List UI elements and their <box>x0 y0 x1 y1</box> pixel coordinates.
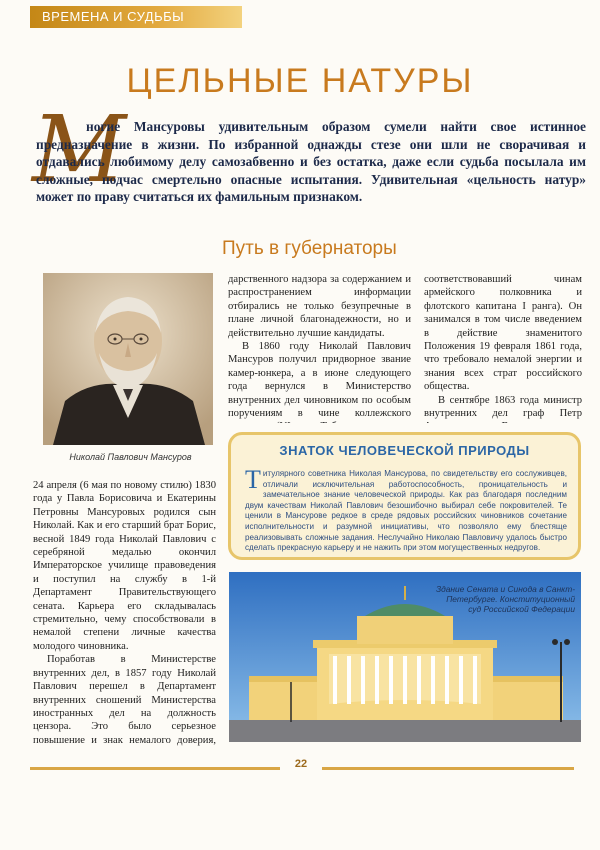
col1-paragraph-2: Поработав в Министерстве внутренних дел, в 1857 году Николай Павлович перешел в Департамент внутренних сношений Министерства иностранных дел на должность цензора. Это было серьезное повышение и знак немалого доверия, <box>33 654 216 746</box>
lead-text: ногие Мансуровы удивительным образом сумели найти свое истинное предназначение в жизни. По избранной однажды стезе они шли не сворачивая и отдавались любимому делу самозабвенно и без остатка, даже если судьба посылала им сложные, подчас смертельно опасные испытания. Удивительная «цельность натур» может по праву считаться их фамильным признаком. <box>36 119 586 205</box>
text-column-1 <box>33 479 216 749</box>
lead-paragraph <box>36 118 586 206</box>
sidebar-text: итулярного советника Николая Мансурова, по свидетельству его сослуживцев, отличали исключительная работоспособность, проницательность и замечательное знание человеческой природы. Как раз благодаря последним двум качествам Николай Павлович безошибочно выбирал себе покровителей. Те ценили в Мансурове редкое в среде рядовых российских чиновников сочетание исполнительности и разумной инициативы, что позволяло ему блестяще реализовывать сложные задания. Неслучайно Николаю Павловичу удалось быстро сделать прекрасную карьеру и не нажить при этом могущественных недругов. <box>245 469 567 553</box>
text-column-3 <box>424 273 582 423</box>
footer-ornament-right <box>322 767 574 770</box>
sidebar-paragraph <box>245 465 567 554</box>
col3-paragraph-2: В сентябре 1863 года министр внутренних дел граф Петр <box>424 394 582 420</box>
text-column-2 <box>228 273 411 423</box>
portrait-illustration <box>43 273 213 445</box>
lead-dropcap: М <box>32 96 127 203</box>
sidebar-box <box>228 432 581 560</box>
photo-caption: Здание Сената и Синода в Санкт-Петербурге. Конституционный суд Российской Федерации <box>435 584 575 614</box>
col2-paragraph-2: В 1860 году Николай Павлович Мансуров получил придворное звание камер-юнкера, а в июне следующего года вернулся в Министерство внутренних дел чиновником по особым поручениям в чине коллежского <box>228 341 411 420</box>
portrait-photo <box>43 273 213 445</box>
col1-paragraph-1: 24 апреля (6 мая по новому стилю) 1830 года у Павла Борисовича и Екатерины Петровны Мансуровых родился сын Николай. Как и его старший брат Борис, весной 1849 года Николай Павлович с серебряной медалью окончил Императорское училище правоведения и поступил на службу в 1-й Департамент Правительствующего сената. Карьера его складывалась стремительно, чему способствовали в немалой степени личные качества молодого чиновника. <box>33 480 216 652</box>
portrait-caption: Николай Павлович Мансуров <box>69 452 192 462</box>
page-number: 22 <box>294 758 308 770</box>
section-header: ВРЕМЕНА И СУДЬБЫ <box>30 6 242 28</box>
senate-building-photo <box>229 572 581 742</box>
section-title: Путь в губернаторы <box>222 238 397 259</box>
sidebar-title: ЗНАТОК ЧЕЛОВЕЧЕСКОЙ ПРИРОДЫ <box>279 443 530 458</box>
sidebar-dropcap: Т <box>245 465 261 494</box>
col2-paragraph-1: дарственного надзора за содержанием и распространением информации отбирались не только безупречные в плане личной благонадежности, но и действительно лучшие кандидаты. <box>228 274 411 339</box>
footer-ornament-left <box>30 767 280 770</box>
col3-paragraph-1: соответствовавший чинам армейского полковника и флотского капитана I ранга). Он занимался в том числе введением в действие знаменитого Положения 19 февраля 1861 года, что требовало немалой энергии и знания всех страт российского общества. <box>424 274 582 393</box>
article-title: ЦЕЛЬНЫЕ НАТУРЫ <box>126 62 474 100</box>
